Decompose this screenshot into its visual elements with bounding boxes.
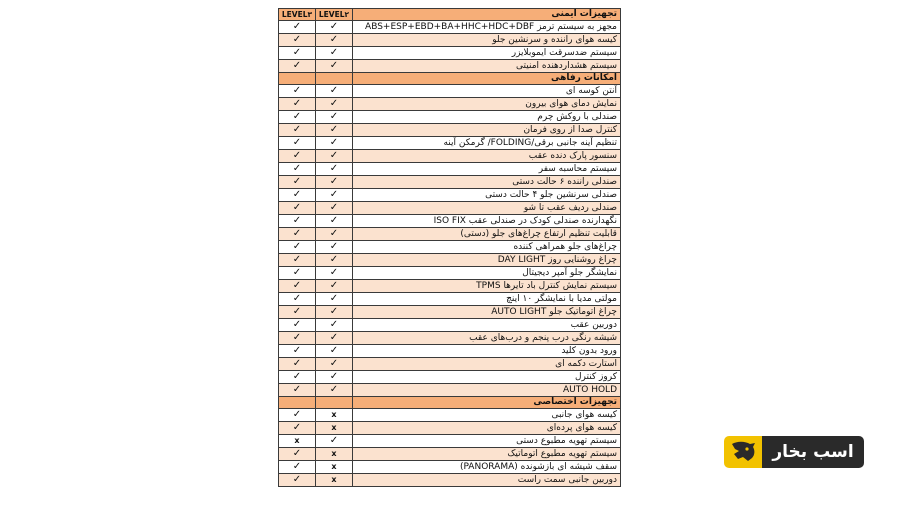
level3-cell	[279, 435, 316, 448]
level2-cell	[316, 73, 353, 85]
level3-cell	[279, 228, 316, 241]
check-mark: ✓	[292, 124, 302, 136]
check-mark: ✓	[329, 163, 339, 175]
feature-name: استارت دکمه ای	[353, 358, 621, 371]
table-row	[279, 215, 621, 228]
level3-cell	[279, 98, 316, 111]
check-mark: ✓	[329, 202, 339, 214]
level3-cell	[279, 332, 316, 345]
level3-cell	[279, 409, 316, 422]
level3-cell	[279, 358, 316, 371]
check-mark: ✓	[292, 111, 302, 123]
section-title-0: تجهیزات ایمنی	[353, 9, 621, 21]
feature-name: کیسه هوای پرده‌ای	[353, 422, 621, 435]
level3-cell	[279, 280, 316, 293]
table-row	[279, 254, 621, 267]
check-mark: ✓	[292, 358, 302, 370]
feature-name: مولتی مدیا با نمایشگر ۱۰ اینچ	[353, 293, 621, 306]
check-mark: ✓	[329, 21, 339, 33]
table-row	[279, 461, 621, 474]
level3-cell	[279, 163, 316, 176]
check-mark: ✓	[292, 202, 302, 214]
feature-name: صندلی راننده ۶ حالت دستی	[353, 176, 621, 189]
level3-cell	[279, 306, 316, 319]
logo-icon-box	[724, 436, 762, 468]
check-mark: ✓	[292, 422, 302, 434]
feature-name: چراغ‌های جلو همراهی کننده	[353, 241, 621, 254]
table-row	[279, 47, 621, 60]
check-mark: ✓	[292, 461, 302, 473]
check-mark: ✓	[329, 319, 339, 331]
check-mark: ✓	[292, 306, 302, 318]
check-mark: ✓	[292, 267, 302, 279]
table-row	[279, 384, 621, 397]
header-row	[279, 9, 621, 21]
check-mark: ✓	[292, 474, 302, 486]
table-row	[279, 228, 621, 241]
level3-cell	[279, 241, 316, 254]
check-mark: ✓	[292, 254, 302, 266]
cross-mark: x	[331, 423, 337, 433]
level3-cell	[279, 293, 316, 306]
level2-cell	[316, 409, 353, 422]
check-mark: ✓	[329, 111, 339, 123]
feature-name: ورود بدون کلید	[353, 345, 621, 358]
feature-name: سیستم ضدسرقت ایموبلایزر	[353, 47, 621, 60]
feature-name: تنظیم آینه جانبی برقی/FOLDING/ گرمکن آینه	[353, 137, 621, 150]
check-mark: ✓	[329, 254, 339, 266]
check-mark: ✓	[292, 384, 302, 396]
level3-cell	[279, 397, 316, 409]
check-mark: ✓	[292, 189, 302, 201]
check-mark: ✓	[329, 332, 339, 344]
check-mark: ✓	[329, 293, 339, 305]
table-row	[279, 34, 621, 47]
check-mark: ✓	[292, 34, 302, 46]
level2-cell	[316, 98, 353, 111]
level2-cell	[316, 241, 353, 254]
level2-cell	[316, 202, 353, 215]
table-row	[279, 371, 621, 384]
section-title-2: تجهیزات اختصاصی	[353, 397, 621, 409]
check-mark: ✓	[329, 371, 339, 383]
level3-cell	[279, 461, 316, 474]
table-row	[279, 358, 621, 371]
check-mark: ✓	[292, 345, 302, 357]
check-mark: ✓	[329, 98, 339, 110]
spec-table	[278, 8, 621, 487]
check-mark: ✓	[292, 332, 302, 344]
level2-cell	[316, 345, 353, 358]
level2-cell	[316, 215, 353, 228]
level3-cell	[279, 371, 316, 384]
check-mark: ✓	[329, 280, 339, 292]
level2-cell	[316, 384, 353, 397]
level2-cell	[316, 280, 353, 293]
table-row	[279, 293, 621, 306]
check-mark: ✓	[292, 85, 302, 97]
check-mark: ✓	[292, 319, 302, 331]
feature-name: سقف شیشه ای بازشونده (PANORAMA)	[353, 461, 621, 474]
table-row	[279, 306, 621, 319]
table-row	[279, 422, 621, 435]
level2-cell	[316, 21, 353, 34]
level3-cell	[279, 202, 316, 215]
feature-name: چراغ روشنایی روز DAY LIGHT	[353, 254, 621, 267]
level2-cell	[316, 332, 353, 345]
level3-cell	[279, 111, 316, 124]
level2-cell	[316, 34, 353, 47]
feature-name: صندلی سرنشین جلو ۴ حالت دستی	[353, 189, 621, 202]
level2-cell	[316, 150, 353, 163]
level2-cell	[316, 474, 353, 487]
level3-cell	[279, 137, 316, 150]
level3-cell	[279, 47, 316, 60]
table-row	[279, 124, 621, 137]
check-mark: ✓	[329, 47, 339, 59]
level3-cell	[279, 176, 316, 189]
table-row	[279, 332, 621, 345]
level2-header: LEVEL۲	[316, 9, 353, 21]
horse-head-icon	[728, 440, 758, 464]
table-row	[279, 435, 621, 448]
table-row	[279, 150, 621, 163]
table-row	[279, 163, 621, 176]
level3-cell	[279, 189, 316, 202]
level2-cell	[316, 47, 353, 60]
check-mark: ✓	[292, 241, 302, 253]
level3-cell	[279, 448, 316, 461]
table-row	[279, 85, 621, 98]
table-row	[279, 474, 621, 487]
level2-cell	[316, 189, 353, 202]
feature-name: آنتن کوسه ای	[353, 85, 621, 98]
cross-mark: x	[331, 475, 337, 485]
table-row	[279, 409, 621, 422]
level2-cell	[316, 461, 353, 474]
check-mark: ✓	[292, 163, 302, 175]
check-mark: ✓	[292, 176, 302, 188]
feature-name: صندلی ردیف عقب تا شو	[353, 202, 621, 215]
level2-cell	[316, 85, 353, 98]
check-mark: ✓	[329, 267, 339, 279]
table-row	[279, 202, 621, 215]
level2-cell	[316, 293, 353, 306]
cross-mark: x	[331, 410, 337, 420]
level2-cell	[316, 422, 353, 435]
logo-text: اسب بخار	[762, 436, 864, 468]
level3-cell	[279, 73, 316, 85]
check-mark: ✓	[329, 124, 339, 136]
level3-cell	[279, 345, 316, 358]
spec-body	[279, 9, 621, 487]
feature-name: کیسه هوای جانبی	[353, 409, 621, 422]
feature-name: قابلیت تنظیم ارتفاع چراغ‌های جلو (دستی)	[353, 228, 621, 241]
check-mark: ✓	[292, 21, 302, 33]
check-mark: ✓	[329, 241, 339, 253]
check-mark: ✓	[292, 293, 302, 305]
level2-cell	[316, 448, 353, 461]
table-row	[279, 137, 621, 150]
feature-name: نگهدارنده صندلی کودک در صندلی عقب ISO FIX	[353, 215, 621, 228]
level3-cell	[279, 60, 316, 73]
cross-mark: x	[331, 462, 337, 472]
level3-cell	[279, 422, 316, 435]
level3-cell	[279, 150, 316, 163]
check-mark: ✓	[329, 34, 339, 46]
table-row	[279, 280, 621, 293]
level3-cell	[279, 319, 316, 332]
table-row	[279, 176, 621, 189]
table-row	[279, 448, 621, 461]
check-mark: ✓	[329, 60, 339, 72]
table-row	[279, 267, 621, 280]
level2-cell	[316, 60, 353, 73]
table-row	[279, 21, 621, 34]
check-mark: ✓	[329, 358, 339, 370]
level2-cell	[316, 306, 353, 319]
check-mark: ✓	[329, 85, 339, 97]
feature-name: مجهز به سیستم ترمز ABS+ESP+EBD+BA+HHC+HDC+DBF	[353, 21, 621, 34]
feature-name: کروز کنترل	[353, 371, 621, 384]
level2-cell	[316, 176, 353, 189]
check-mark: ✓	[329, 435, 339, 447]
level3-cell	[279, 254, 316, 267]
level3-cell	[279, 267, 316, 280]
check-mark: ✓	[329, 215, 339, 227]
asb-bokhar-logo	[724, 436, 864, 468]
section-row	[279, 73, 621, 85]
feature-name: دوربین عقب	[353, 319, 621, 332]
check-mark: ✓	[329, 384, 339, 396]
feature-name: AUTO HOLD	[353, 384, 621, 397]
level3-header: LEVEL۳	[279, 9, 316, 21]
check-mark: ✓	[329, 306, 339, 318]
level2-cell	[316, 371, 353, 384]
cross-mark: x	[331, 449, 337, 459]
check-mark: ✓	[292, 150, 302, 162]
table-row	[279, 60, 621, 73]
table-row	[279, 98, 621, 111]
feature-name: کیسه هوای راننده و سرنشین جلو	[353, 34, 621, 47]
level2-cell	[316, 358, 353, 371]
section-row	[279, 397, 621, 409]
level3-cell	[279, 215, 316, 228]
check-mark: ✓	[292, 280, 302, 292]
level2-cell	[316, 319, 353, 332]
table-row	[279, 345, 621, 358]
cross-mark: x	[294, 436, 300, 446]
level2-cell	[316, 111, 353, 124]
check-mark: ✓	[329, 150, 339, 162]
check-mark: ✓	[329, 189, 339, 201]
level3-cell	[279, 21, 316, 34]
check-mark: ✓	[292, 137, 302, 149]
feature-name: سیستم نمایش کنترل باد تایرها TPMS	[353, 280, 621, 293]
table-row	[279, 111, 621, 124]
check-mark: ✓	[292, 448, 302, 460]
level2-cell	[316, 163, 353, 176]
check-mark: ✓	[292, 215, 302, 227]
feature-name: سیستم هشداردهنده امنیتی	[353, 60, 621, 73]
check-mark: ✓	[292, 47, 302, 59]
level3-cell	[279, 34, 316, 47]
check-mark: ✓	[329, 137, 339, 149]
level2-cell	[316, 228, 353, 241]
feature-name: صندلی با روکش چرم	[353, 111, 621, 124]
check-mark: ✓	[329, 228, 339, 240]
check-mark: ✓	[329, 176, 339, 188]
level3-cell	[279, 85, 316, 98]
feature-name: سیستم تهویه مطبوع اتوماتیک	[353, 448, 621, 461]
feature-name: کنترل صدا از روی فرمان	[353, 124, 621, 137]
feature-name: نمایشگر جلو آمپر دیجیتال	[353, 267, 621, 280]
table-row	[279, 319, 621, 332]
level2-cell	[316, 254, 353, 267]
table-row	[279, 189, 621, 202]
check-mark: ✓	[292, 409, 302, 421]
feature-name: شیشه رنگی درب پنجم و درب‌های عقب	[353, 332, 621, 345]
section-title-1: امکانات رفاهی	[353, 73, 621, 85]
check-mark: ✓	[292, 60, 302, 72]
level2-cell	[316, 137, 353, 150]
feature-name: سنسور پارک دنده عقب	[353, 150, 621, 163]
check-mark: ✓	[292, 371, 302, 383]
level3-cell	[279, 124, 316, 137]
level3-cell	[279, 474, 316, 487]
level2-cell	[316, 124, 353, 137]
level2-cell	[316, 435, 353, 448]
table-row	[279, 241, 621, 254]
feature-name: چراغ اتوماتیک جلو AUTO LIGHT	[353, 306, 621, 319]
check-mark: ✓	[292, 98, 302, 110]
feature-name: سیستم تهویه مطبوع دستی	[353, 435, 621, 448]
check-mark: ✓	[292, 228, 302, 240]
feature-name: سیستم محاسبه سفر	[353, 163, 621, 176]
feature-name: دوربین جانبی سمت راست	[353, 474, 621, 487]
level3-cell	[279, 384, 316, 397]
feature-name: نمایش دمای هوای بیرون	[353, 98, 621, 111]
level2-cell	[316, 267, 353, 280]
level2-cell	[316, 397, 353, 409]
check-mark: ✓	[329, 345, 339, 357]
